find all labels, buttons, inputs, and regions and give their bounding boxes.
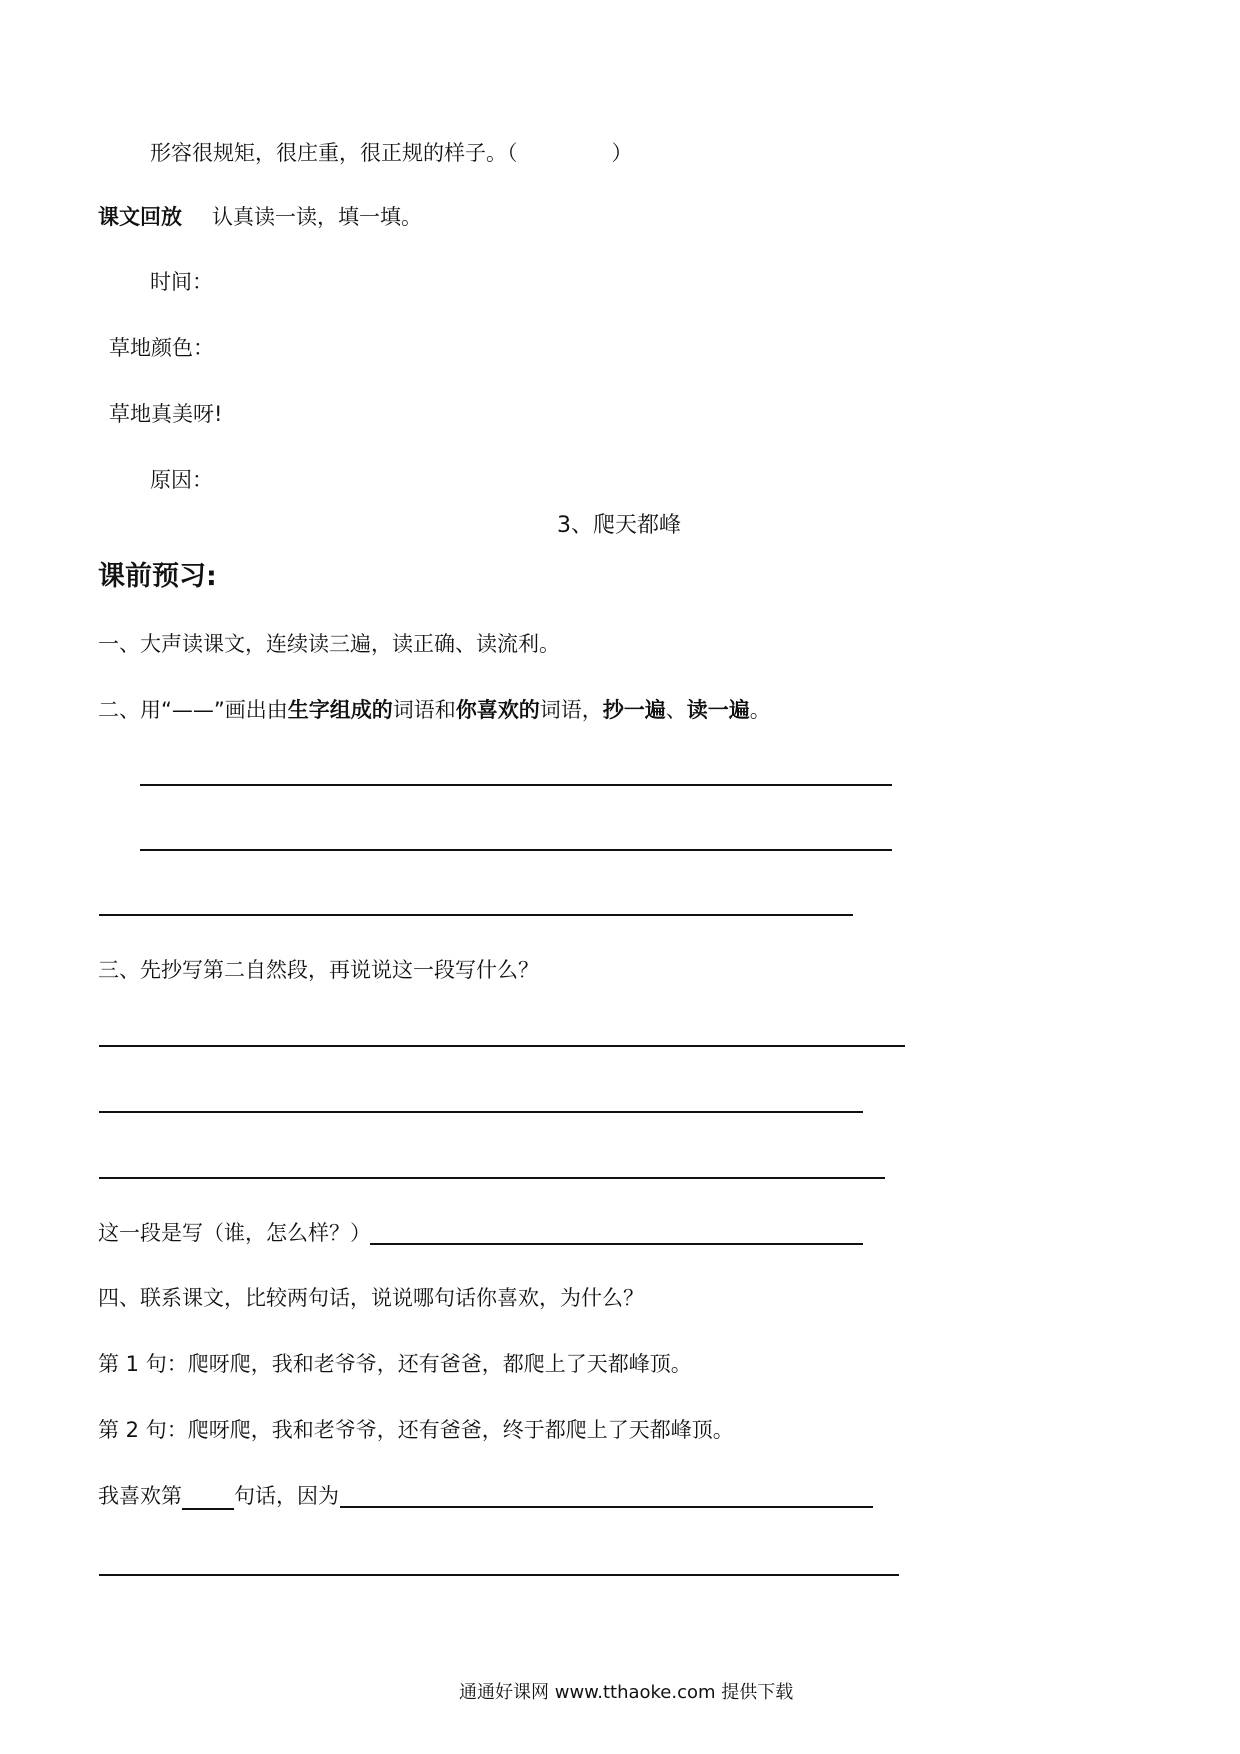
answer-line[interactable]: [99, 1045, 905, 1047]
sentence-2: 第 2 句：爬呀爬，我和老爷爷，还有爸爸，终于都爬上了天都峰顶。: [98, 1418, 734, 1442]
definition-line: [150, 139, 633, 167]
definition-close: ）: [611, 141, 633, 165]
answer-line[interactable]: [340, 1506, 873, 1508]
answer-line[interactable]: [99, 1111, 863, 1113]
question-3: 三、先抄写第二自然段，再说说这一段写什么？: [98, 958, 539, 982]
question-2: 二、用“——”画出由生字组成的词语和你喜欢的词语，抄一遍、读一遍。: [98, 698, 771, 722]
answer-line[interactable]: [140, 849, 892, 851]
choice-blank[interactable]: [182, 1486, 234, 1510]
answer-line[interactable]: [370, 1243, 863, 1245]
review-instruction: 认真读一读，填一填。: [212, 205, 422, 229]
question-3-answer: 这一段是写（谁，怎么样？）: [98, 1221, 371, 1245]
review-field-beautiful: 草地真美呀!: [109, 402, 223, 426]
question-1: 一、大声读课文，连续读三遍，读正确、读流利。: [98, 632, 560, 656]
answer-line[interactable]: [99, 1574, 899, 1576]
sentence-1: 第 1 句：爬呀爬，我和老爷爷，还有爸爸，都爬上了天都峰顶。: [98, 1352, 692, 1376]
like-line: 我喜欢第 句话，因为: [98, 1484, 339, 1508]
answer-line[interactable]: [99, 1177, 885, 1179]
answer-line[interactable]: [140, 784, 892, 786]
answer-line[interactable]: [99, 914, 853, 916]
preview-heading: 课前预习:: [98, 561, 217, 592]
review-field-color: 草地颜色：: [109, 336, 214, 360]
review-field-time: 时间：: [150, 270, 213, 294]
review-label: 课文回放: [98, 205, 182, 229]
review-field-reason: 原因：: [150, 468, 213, 492]
definition-text: 形容很规矩，很庄重，很正规的样子。（: [150, 141, 518, 165]
lesson-title: 3、爬天都峰: [557, 513, 681, 538]
review-line: [98, 203, 422, 231]
footer-text: 通通好课网 www.tthaoke.com 提供下载: [459, 1682, 794, 1703]
question-4: 四、联系课文，比较两句话，说说哪句话你喜欢，为什么？: [98, 1286, 644, 1310]
